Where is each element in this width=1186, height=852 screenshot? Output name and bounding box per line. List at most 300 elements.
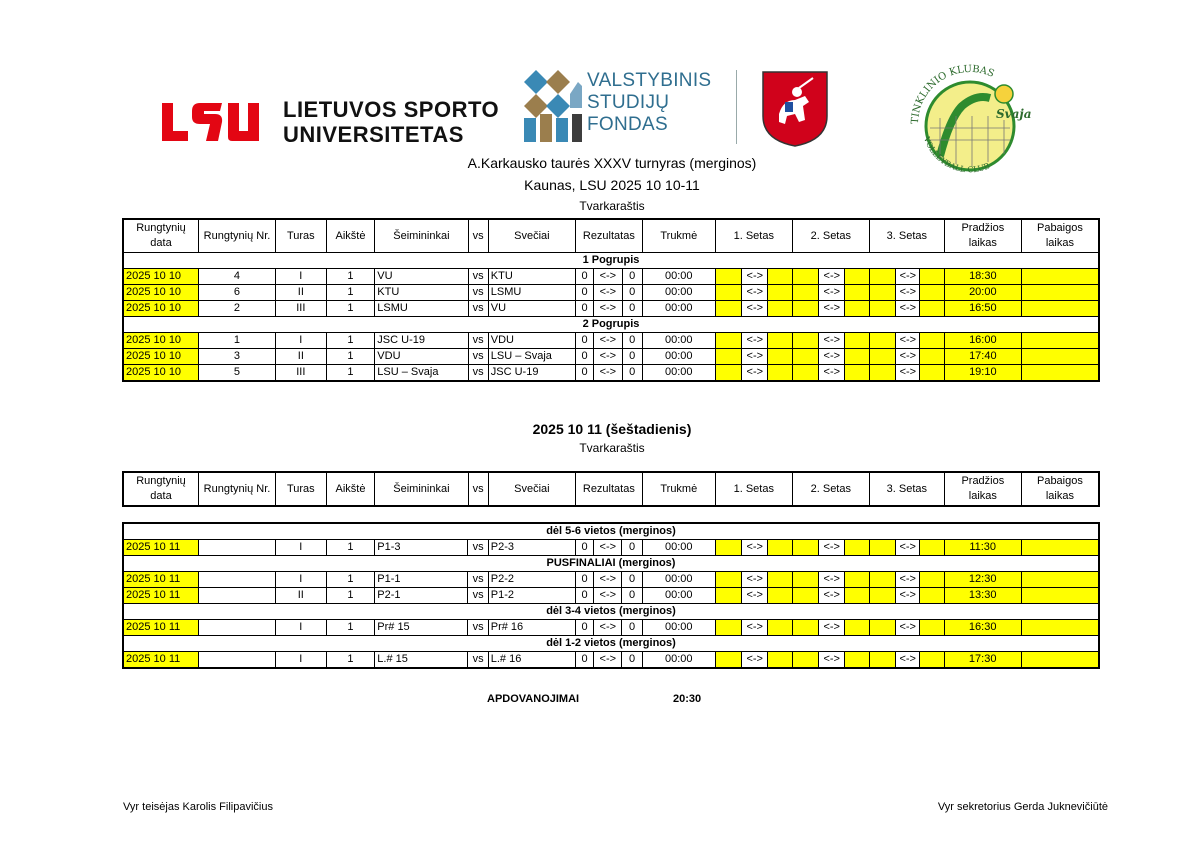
tournament-subtitle: Kaunas, LSU 2025 10 10-11 (524, 177, 700, 193)
vs-label: vs (468, 620, 488, 636)
home-score: 0 (575, 269, 593, 285)
set3-away-points (920, 269, 944, 285)
away-team: JSC U-19 (488, 365, 575, 381)
awards-time: 20:30 (673, 693, 702, 705)
match-round: I (275, 540, 326, 556)
away-team: P2-3 (488, 540, 575, 556)
set1-home-points (715, 285, 741, 301)
set2-separator: <-> (819, 285, 845, 301)
home-team: P2-1 (375, 588, 468, 604)
header-result: Rezultatas (575, 220, 642, 253)
match-number (198, 588, 275, 604)
away-team: KTU (488, 269, 575, 285)
set1-separator: <-> (742, 285, 768, 301)
start-time: 17:40 (944, 349, 1021, 365)
score-separator: <-> (594, 588, 622, 604)
set2-away-points (845, 540, 869, 556)
start-time: 20:00 (944, 285, 1021, 301)
set2-home-points (792, 620, 818, 636)
away-team: LSMU (488, 285, 575, 301)
home-score: 0 (575, 301, 593, 317)
home-team: Pr# 15 (375, 620, 468, 636)
set2-home-points (792, 365, 818, 381)
match-row (124, 349, 1099, 365)
match-duration: 00:00 (642, 572, 715, 588)
start-time: 12:30 (944, 572, 1021, 588)
vs-label: vs (468, 365, 488, 381)
header-result: Rezultatas (575, 473, 642, 506)
set2-separator: <-> (819, 301, 845, 317)
set2-separator: <-> (819, 588, 845, 604)
set3-separator: <-> (896, 365, 920, 381)
match-row (124, 269, 1099, 285)
match-duration: 00:00 (642, 620, 715, 636)
vs-label: vs (468, 269, 488, 285)
set3-away-points (920, 620, 944, 636)
home-team: LSU – Svaja (375, 365, 468, 381)
set2-home-points (792, 285, 818, 301)
header-set3: 3. Setas (869, 220, 944, 253)
match-duration: 00:00 (642, 588, 715, 604)
set2-away-points (845, 588, 869, 604)
end-time (1021, 349, 1098, 365)
set2-away-points (845, 572, 869, 588)
end-time (1021, 365, 1098, 381)
group-heading: dėl 5-6 vietos (merginos) (124, 524, 1099, 540)
header-away: Svečiai (488, 473, 575, 506)
set2-home-points (792, 269, 818, 285)
match-court: 1 (326, 365, 375, 381)
score-separator: <-> (594, 540, 622, 556)
match-date: 2025 10 11 (124, 620, 199, 636)
set2-separator: <-> (819, 269, 845, 285)
set1-away-points (768, 333, 792, 349)
lsu-name-line1: LIETUVOS SPORTO (283, 97, 500, 122)
header-end: Pabaigos laikas (1021, 220, 1098, 253)
set3-separator: <-> (896, 301, 920, 317)
set3-home-points (869, 285, 895, 301)
set1-separator: <-> (742, 540, 768, 556)
match-date: 2025 10 11 (124, 652, 199, 668)
match-duration: 00:00 (642, 333, 715, 349)
match-date: 2025 10 10 (124, 365, 199, 381)
set3-separator: <-> (896, 588, 920, 604)
score-separator: <-> (594, 620, 622, 636)
header-vs: vs (468, 473, 488, 506)
set3-separator: <-> (896, 349, 920, 365)
set1-away-points (768, 652, 792, 668)
end-time (1021, 333, 1098, 349)
start-time: 19:10 (944, 365, 1021, 381)
set1-away-points (768, 269, 792, 285)
set3-away-points (920, 301, 944, 317)
set3-separator: <-> (896, 269, 920, 285)
score-separator: <-> (594, 365, 622, 381)
start-time: 18:30 (944, 269, 1021, 285)
match-row (124, 285, 1099, 301)
set1-separator: <-> (742, 333, 768, 349)
end-time (1021, 285, 1098, 301)
set1-away-points (768, 572, 792, 588)
set2-separator: <-> (819, 349, 845, 365)
set2-home-points (792, 588, 818, 604)
set3-separator: <-> (896, 572, 920, 588)
schedule-table-day1 (123, 219, 1099, 381)
set1-away-points (768, 588, 792, 604)
match-round: II (276, 285, 327, 301)
match-round: I (275, 652, 326, 668)
set2-away-points (845, 333, 869, 349)
header-away: Svečiai (488, 220, 575, 253)
home-score: 0 (575, 572, 593, 588)
away-team: VU (488, 301, 575, 317)
start-time: 16:50 (944, 301, 1021, 317)
set3-away-points (920, 588, 944, 604)
set3-away-points (920, 349, 944, 365)
set1-home-points (715, 269, 741, 285)
match-number (198, 620, 275, 636)
home-score: 0 (575, 333, 593, 349)
set3-home-points (869, 333, 895, 349)
match-duration: 00:00 (642, 269, 715, 285)
set3-away-points (920, 285, 944, 301)
match-duration: 00:00 (642, 365, 715, 381)
club-bottom-text: VOLLEYBALL CLUB (922, 135, 992, 175)
set1-home-points (715, 588, 741, 604)
home-score: 0 (575, 365, 593, 381)
set1-home-points (715, 333, 741, 349)
match-number: 4 (198, 269, 275, 285)
header-nr: Rungtynių Nr. (198, 220, 275, 253)
home-team: L.# 15 (375, 652, 468, 668)
away-score: 0 (622, 572, 642, 588)
set3-home-points (869, 301, 895, 317)
match-row (124, 588, 1099, 604)
away-score: 0 (622, 540, 642, 556)
set1-separator: <-> (742, 588, 768, 604)
start-time: 16:00 (944, 333, 1021, 349)
away-score: 0 (622, 365, 642, 381)
set1-away-points (768, 285, 792, 301)
set3-home-points (869, 588, 895, 604)
match-date: 2025 10 10 (124, 269, 199, 285)
set3-separator: <-> (896, 333, 920, 349)
match-date: 2025 10 11 (124, 572, 199, 588)
match-court: 1 (326, 588, 375, 604)
match-court: 1 (326, 652, 375, 668)
away-team: L.# 16 (488, 652, 575, 668)
header-round: Turas (276, 220, 327, 253)
home-team: P1-3 (375, 540, 468, 556)
set2-home-points (792, 540, 818, 556)
set2-away-points (845, 365, 869, 381)
header-set2: 2. Setas (792, 473, 869, 506)
set1-away-points (768, 540, 792, 556)
awards-label: APDOVANOJIMAI (487, 693, 580, 705)
chief-referee: Vyr teisėjas Karolis Filipavičius (123, 801, 273, 813)
set3-away-points (920, 572, 944, 588)
set2-away-points (845, 269, 869, 285)
match-court: 1 (326, 620, 375, 636)
match-court: 1 (326, 301, 375, 317)
match-round: II (275, 588, 326, 604)
match-duration: 00:00 (642, 285, 715, 301)
home-team: VU (375, 269, 468, 285)
away-score: 0 (622, 269, 642, 285)
score-separator: <-> (594, 333, 622, 349)
match-number (198, 540, 275, 556)
header-duration: Trukmė (642, 220, 715, 253)
set1-separator: <-> (742, 301, 768, 317)
end-time (1021, 572, 1098, 588)
vsf-line1: VALSTYBINIS (587, 70, 712, 91)
match-date: 2025 10 10 (124, 333, 199, 349)
vs-label: vs (468, 285, 488, 301)
home-score: 0 (575, 588, 593, 604)
vs-label: vs (468, 540, 488, 556)
match-row (124, 572, 1099, 588)
club-top-text: TINKLINIO KLUBAS (909, 63, 996, 125)
set3-home-points (869, 349, 895, 365)
set2-away-points (845, 652, 869, 668)
set3-home-points (869, 365, 895, 381)
home-team: P1-1 (375, 572, 468, 588)
score-separator: <-> (594, 349, 622, 365)
vs-label: vs (468, 301, 488, 317)
home-score: 0 (575, 620, 593, 636)
set3-home-points (869, 620, 895, 636)
set1-away-points (768, 365, 792, 381)
set3-separator: <-> (896, 285, 920, 301)
set2-home-points (792, 349, 818, 365)
set1-home-points (715, 572, 741, 588)
set1-separator: <-> (742, 620, 768, 636)
match-court: 1 (326, 285, 375, 301)
score-separator: <-> (594, 269, 622, 285)
end-time (1021, 269, 1098, 285)
score-separator: <-> (594, 572, 622, 588)
header-court: Aikštė (326, 473, 375, 506)
vsf-logo-text (587, 70, 711, 136)
start-time: 16:30 (944, 620, 1021, 636)
header-home: Šeimininkai (375, 473, 468, 506)
group-heading: PUSFINALIAI (merginos) (124, 556, 1099, 572)
away-team: P2-2 (488, 572, 575, 588)
match-court: 1 (326, 349, 375, 365)
header-set2: 2. Setas (792, 220, 869, 253)
end-time (1021, 588, 1098, 604)
group-heading: dėl 3-4 vietos (merginos) (124, 604, 1099, 620)
match-row (124, 365, 1099, 381)
home-score: 0 (575, 285, 593, 301)
lsu-logo-text (283, 97, 499, 147)
away-score: 0 (622, 301, 642, 317)
away-team: LSU – Svaja (488, 349, 575, 365)
set1-away-points (768, 349, 792, 365)
set1-separator: <-> (742, 349, 768, 365)
start-time: 13:30 (944, 588, 1021, 604)
set2-separator: <-> (819, 572, 845, 588)
end-time (1021, 652, 1098, 668)
end-time (1021, 620, 1098, 636)
vs-label: vs (468, 333, 488, 349)
match-duration: 00:00 (642, 301, 715, 317)
schedule-header-day2 (123, 472, 1099, 506)
header-end: Pabaigos laikas (1021, 473, 1098, 506)
away-score: 0 (622, 349, 642, 365)
set1-home-points (715, 301, 741, 317)
set1-home-points (715, 349, 741, 365)
match-row (124, 652, 1099, 668)
match-date: 2025 10 10 (124, 285, 199, 301)
match-date: 2025 10 10 (124, 301, 199, 317)
set2-away-points (845, 349, 869, 365)
header-vs: vs (468, 220, 488, 253)
match-duration: 00:00 (642, 540, 715, 556)
vs-label: vs (468, 572, 488, 588)
away-score: 0 (622, 652, 642, 668)
set2-away-points (845, 301, 869, 317)
set3-separator: <-> (896, 540, 920, 556)
header-date: Rungtynių data (124, 220, 199, 253)
match-row (124, 540, 1099, 556)
set3-separator: <-> (896, 652, 920, 668)
header-home: Šeimininkai (375, 220, 468, 253)
set2-separator: <-> (819, 652, 845, 668)
lsu-logo-mark (160, 100, 260, 144)
away-score: 0 (622, 285, 642, 301)
start-time: 17:30 (944, 652, 1021, 668)
match-court: 1 (326, 540, 375, 556)
set1-home-points (715, 540, 741, 556)
away-score: 0 (622, 588, 642, 604)
set2-home-points (792, 333, 818, 349)
score-separator: <-> (594, 652, 622, 668)
set3-home-points (869, 572, 895, 588)
set2-away-points (845, 620, 869, 636)
set1-separator: <-> (742, 365, 768, 381)
schedule-table-day2 (123, 523, 1099, 668)
header-nr: Rungtynių Nr. (198, 473, 275, 506)
match-date: 2025 10 11 (124, 588, 199, 604)
start-time: 11:30 (944, 540, 1021, 556)
header-set1: 1. Setas (715, 473, 792, 506)
match-date: 2025 10 10 (124, 349, 199, 365)
set1-away-points (768, 620, 792, 636)
vsf-line3: FONDAS (587, 114, 668, 135)
header-start: Pradžios laikas (944, 220, 1021, 253)
day2-title: 2025 10 11 (šeštadienis) (532, 421, 692, 437)
match-date: 2025 10 11 (124, 540, 199, 556)
schedule-label-day1: Tvarkaraštis (579, 199, 645, 213)
group-heading: 1 Pogrupis (124, 253, 1099, 269)
schedule-label-day2: Tvarkaraštis (579, 441, 645, 455)
set3-home-points (869, 540, 895, 556)
match-row (124, 620, 1099, 636)
set3-home-points (869, 652, 895, 668)
match-number: 1 (198, 333, 275, 349)
away-score: 0 (622, 620, 642, 636)
match-duration: 00:00 (642, 652, 715, 668)
match-round: I (275, 572, 326, 588)
set2-home-points (792, 652, 818, 668)
match-round: I (276, 269, 327, 285)
set3-away-points (920, 652, 944, 668)
logo-divider (736, 70, 737, 144)
set3-away-points (920, 540, 944, 556)
match-duration: 00:00 (642, 349, 715, 365)
set1-away-points (768, 301, 792, 317)
match-court: 1 (326, 333, 375, 349)
end-time (1021, 540, 1098, 556)
set3-separator: <-> (896, 620, 920, 636)
away-score: 0 (622, 333, 642, 349)
match-row (124, 301, 1099, 317)
match-round: II (276, 349, 327, 365)
home-team: VDU (375, 349, 468, 365)
group-heading: 2 Pogrupis (124, 317, 1099, 333)
lsu-name-line2: UNIVERSITETAS (283, 122, 464, 147)
set3-home-points (869, 269, 895, 285)
match-row (124, 333, 1099, 349)
header-set1: 1. Setas (715, 220, 792, 253)
set1-home-points (715, 620, 741, 636)
match-round: III (276, 301, 327, 317)
header-court: Aikštė (326, 220, 375, 253)
club-name: Svaja (996, 107, 1032, 121)
set2-separator: <-> (819, 365, 845, 381)
score-separator: <-> (594, 301, 622, 317)
set2-home-points (792, 572, 818, 588)
match-number: 6 (198, 285, 275, 301)
header-duration: Trukmė (642, 473, 715, 506)
header-date: Rungtynių data (124, 473, 199, 506)
set2-separator: <-> (819, 333, 845, 349)
match-round: III (276, 365, 327, 381)
home-score: 0 (575, 540, 593, 556)
set3-away-points (920, 365, 944, 381)
vs-label: vs (468, 652, 488, 668)
set1-home-points (715, 652, 741, 668)
home-score: 0 (575, 652, 593, 668)
home-team: LSMU (375, 301, 468, 317)
vsf-line2: STUDIJŲ (587, 92, 670, 113)
match-number (198, 652, 275, 668)
vs-label: vs (468, 588, 488, 604)
set2-home-points (792, 301, 818, 317)
home-team: JSC U-19 (375, 333, 468, 349)
match-number: 5 (198, 365, 275, 381)
away-team: VDU (488, 333, 575, 349)
set3-away-points (920, 333, 944, 349)
match-round: I (275, 620, 326, 636)
match-number: 2 (198, 301, 275, 317)
set2-separator: <-> (819, 540, 845, 556)
away-team: P1-2 (488, 588, 575, 604)
tournament-title: A.Karkausko taurės XXXV turnyras (merginos) (467, 155, 757, 171)
vsf-logo-mark (522, 68, 584, 144)
header-round: Turas (276, 473, 327, 506)
match-round: I (276, 333, 327, 349)
match-court: 1 (326, 269, 375, 285)
vs-label: vs (468, 349, 488, 365)
match-court: 1 (326, 572, 375, 588)
set1-separator: <-> (742, 652, 768, 668)
group-heading: dėl 1-2 vietos (merginos) (124, 636, 1099, 652)
set2-away-points (845, 285, 869, 301)
match-number (198, 572, 275, 588)
home-score: 0 (575, 349, 593, 365)
